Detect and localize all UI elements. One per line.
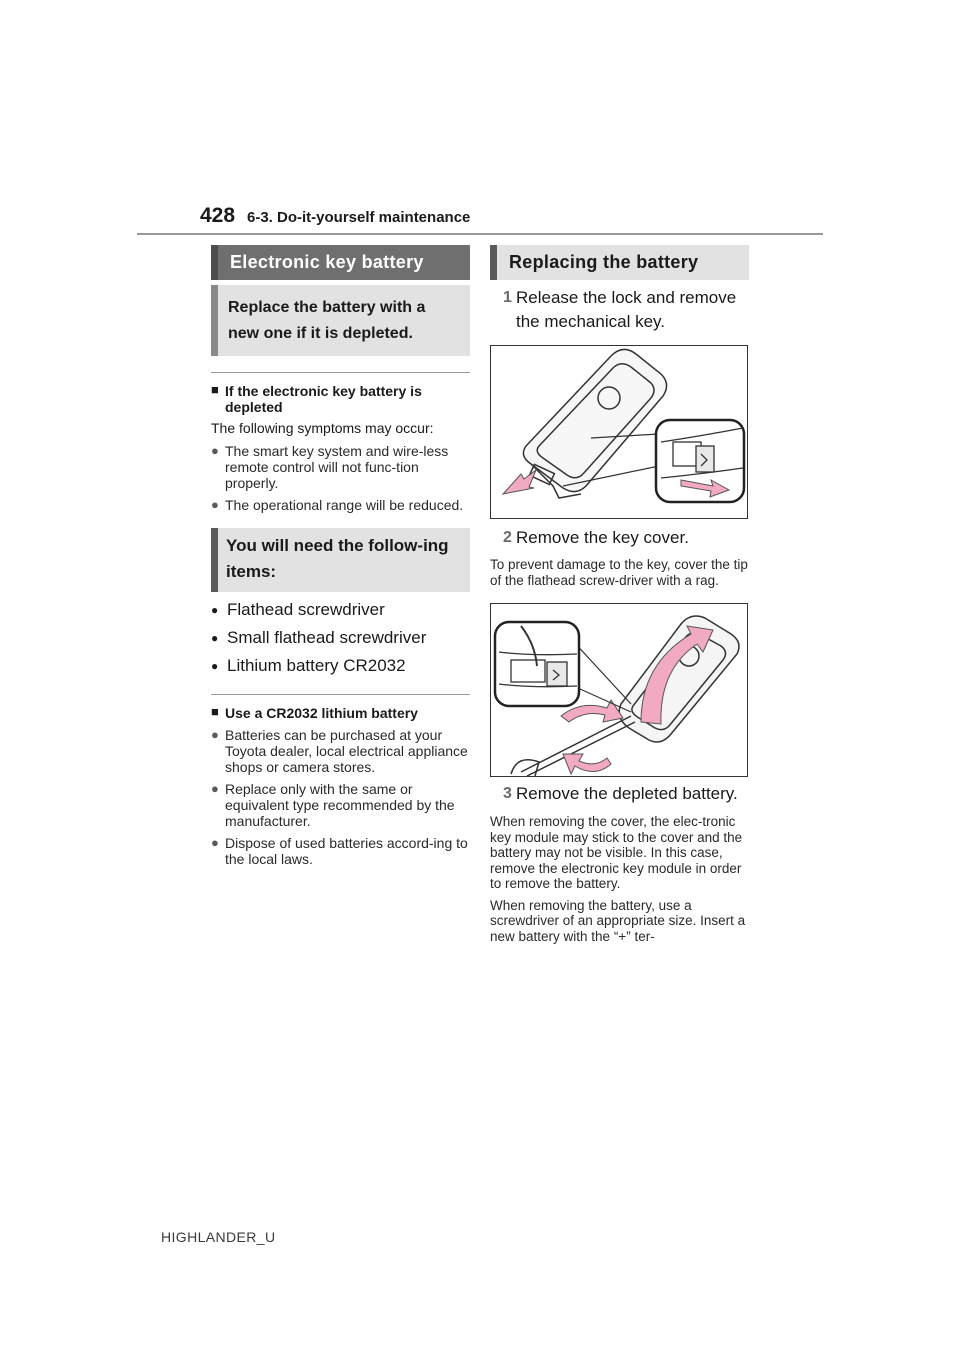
figure-remove-cover (490, 603, 748, 777)
page-number: 428 (200, 204, 236, 227)
step-1: 1 Release the lock and remove the mechanical key. (503, 288, 737, 331)
left-column (211, 245, 470, 867)
bullet-dot-icon: ● (211, 781, 219, 796)
bullet-item: ● Batteries can be purchased at your Toyota dealer, local electrical appliance shops or camera stores. (211, 727, 468, 775)
right-column (490, 245, 749, 944)
list-item: ● Flathead screwdriver (211, 600, 470, 620)
bullet-item: ● Replace only with the same or equivalent type recommended by the manufacturer. (211, 781, 455, 829)
bullet-item: ● The smart key system and wire-less remote control will not func-tion properly. (211, 443, 449, 491)
list-item: ● Lithium battery CR2032 (211, 656, 470, 676)
bullet-dot-icon: ● (211, 443, 219, 458)
divider (211, 372, 470, 373)
key-release-illustration (491, 346, 747, 518)
list-item: ● Small flathead screwdriver (211, 628, 470, 648)
footer-model: HIGHLANDER_U (161, 1229, 276, 1245)
need-items-heading: You will need the follow-ing items: (211, 528, 470, 592)
electronic-key-battery-heading: Electronic key battery (211, 245, 470, 280)
step-2-note: To prevent damage to the key, cover the tip of the flathead screw-driver with a rag. (490, 557, 748, 588)
step-2: 2 Remove the key cover. (503, 528, 689, 547)
note-title-depleted: ■ If the electronic key battery is depleted (211, 383, 470, 415)
needed-items-list (211, 600, 470, 676)
bullet-dot-icon: ● (211, 835, 219, 850)
divider (211, 694, 470, 695)
bullet-item: ● The operational range will be reduced. (211, 497, 464, 513)
cover-removal-illustration (491, 604, 747, 776)
figure-release-lock (490, 345, 748, 519)
header-divider (137, 233, 823, 235)
bullet-item: ● Dispose of used batteries accord-ing to the local laws. (211, 835, 468, 867)
bullet-dot-icon: ● (211, 727, 219, 742)
replacing-battery-heading: Replacing the battery (490, 245, 749, 280)
note-text-symptoms: The following symptoms may occur: (211, 420, 434, 436)
step-3-note-1: When removing the cover, the elec-tronic key module may stick to the cover and the battery may not be visible. In this case, remove the electronic key module in order to remove the battery. (490, 814, 743, 891)
intro-box: Replace the battery with a new one if it is depleted. (211, 285, 470, 356)
note-title-cr2032: ■ Use a CR2032 lithium battery (211, 705, 470, 721)
step-3-note-2: When removing the battery, use a screwdriver of an appropriate size. Insert a new battery with the “+” ter- (490, 897, 746, 944)
section-title: 6-3. Do-it-yourself maintenance (247, 209, 471, 226)
step-3: 3 Remove the depleted battery. (503, 784, 738, 803)
bullet-dot-icon: ● (211, 497, 219, 512)
